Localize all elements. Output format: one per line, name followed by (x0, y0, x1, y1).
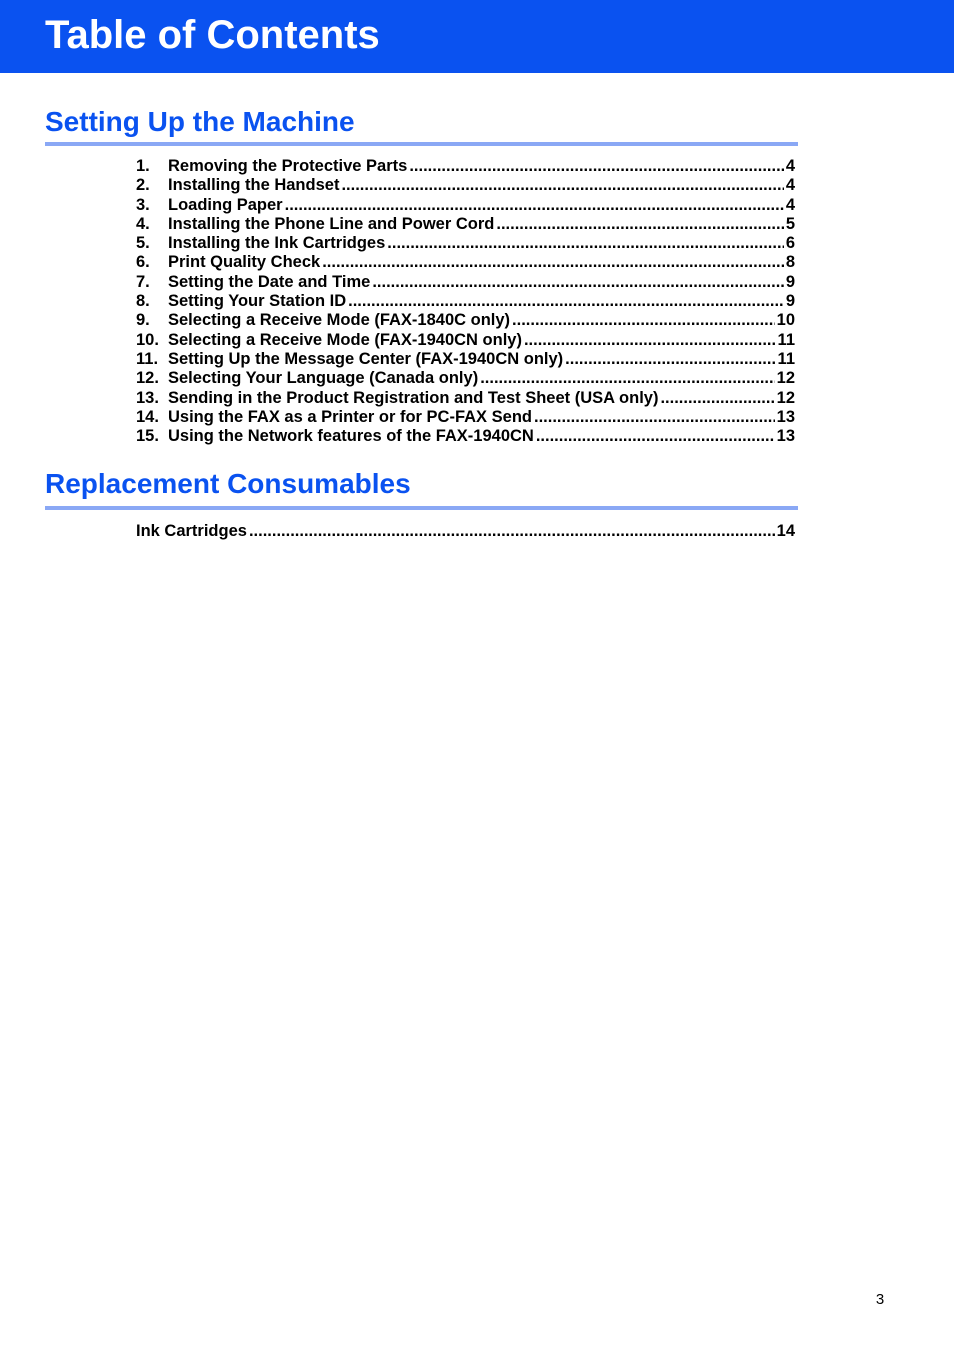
toc-entry[interactable] (136, 253, 795, 272)
toc-entry-number: 3. (136, 195, 150, 214)
toc-entry[interactable] (136, 408, 795, 427)
toc-entry-title: Setting Your Station ID (168, 292, 347, 311)
toc-entry-number: 10. (136, 330, 159, 349)
toc-entry-page: 5 (785, 214, 795, 233)
dot-leader (496, 215, 783, 234)
dot-leader (322, 253, 784, 272)
dot-leader (565, 350, 775, 369)
toc-entry-page: 9 (785, 272, 795, 291)
toc-entry-page: 10 (776, 311, 795, 330)
dot-leader (348, 292, 784, 311)
dot-leader (660, 389, 774, 408)
dot-leader (372, 273, 784, 292)
toc-entry-page: 6 (785, 234, 795, 253)
toc-entry-title: Using the FAX as a Printer or for PC-FAX Send (168, 407, 532, 426)
toc-entry-number: 4. (136, 214, 150, 233)
dot-leader (480, 369, 774, 388)
toc-entry-title: Using the Network features of the FAX-1940CN (168, 427, 534, 446)
header-band (0, 0, 954, 73)
dot-leader (285, 196, 784, 215)
toc-entry-number: 6. (136, 253, 150, 272)
toc-entry-title: Installing the Ink Cartridges (168, 234, 386, 253)
toc-entry[interactable] (136, 369, 795, 388)
toc-entry-page: 12 (776, 369, 795, 388)
toc-entry[interactable] (136, 389, 795, 408)
toc-entry-number: 13. (136, 388, 159, 407)
toc-entry-page: 11 (777, 349, 795, 368)
toc-entry-number: 2. (136, 176, 150, 195)
toc-entry-title: Installing the Handset (168, 176, 340, 195)
dot-leader (524, 331, 776, 350)
toc-entry-number: 14. (136, 407, 159, 426)
toc-entry[interactable] (136, 331, 795, 350)
toc-entry[interactable] (136, 273, 795, 292)
toc-entry-title: Setting the Date and Time (168, 272, 371, 291)
toc-entry-title: Ink Cartridges (136, 522, 247, 540)
toc-list-setting-up (136, 157, 795, 446)
section-divider (45, 142, 798, 146)
toc-entry-title: Loading Paper (168, 195, 283, 214)
page-number: 3 (875, 1291, 885, 1308)
toc-entry-page: 12 (776, 388, 795, 407)
toc-entry[interactable] (136, 292, 795, 311)
toc-entry[interactable] (136, 176, 795, 195)
toc-entry-number: 15. (136, 427, 159, 446)
toc-entry-title: Installing the Phone Line and Power Cord (168, 214, 495, 233)
toc-entry-title: Selecting a Receive Mode (FAX-1940CN only) (168, 330, 522, 349)
page-title: Table of Contents (45, 13, 380, 57)
dot-leader (536, 427, 775, 446)
toc-entry-title: Selecting Your Language (Canada only) (168, 369, 479, 388)
section-divider (45, 506, 798, 510)
toc-entry-title: Print Quality Check (168, 253, 321, 272)
toc-entry[interactable] (136, 522, 795, 541)
dot-leader (249, 522, 775, 541)
dot-leader (341, 176, 783, 195)
toc-entry[interactable] (136, 157, 795, 176)
toc-entry-page: 13 (776, 407, 795, 426)
toc-entry-number: 12. (136, 369, 159, 388)
toc-entry-number: 5. (136, 234, 150, 253)
section-heading-setting-up: Setting Up the Machine (45, 106, 355, 137)
toc-entry-title: Removing the Protective Parts (168, 157, 408, 175)
toc-entry-title: Selecting a Receive Mode (FAX-1840C only) (168, 311, 511, 330)
toc-entry[interactable] (136, 215, 795, 234)
toc-entry-page: 11 (777, 330, 795, 349)
dot-leader (512, 311, 775, 330)
toc-entry-number: 9. (136, 311, 150, 330)
toc-entry-page: 4 (785, 176, 795, 195)
dot-leader (387, 234, 784, 253)
toc-entry[interactable] (136, 234, 795, 253)
toc-entry-title: Setting Up the Message Center (FAX-1940CN only) (168, 349, 564, 368)
toc-entry-page: 4 (785, 195, 795, 214)
toc-entry-title: Sending in the Product Registration and Test Sheet (USA only) (168, 388, 659, 407)
toc-entry[interactable] (136, 427, 795, 446)
toc-entry-number: 7. (136, 272, 150, 291)
toc-entry-page: 4 (785, 157, 795, 175)
toc-entry-page: 8 (785, 253, 795, 272)
toc-entry-page: 13 (776, 427, 795, 446)
toc-entry-page: 14 (776, 522, 795, 540)
toc-entry[interactable] (136, 311, 795, 330)
toc-entry-number: 1. (136, 157, 150, 175)
toc-entry[interactable] (136, 196, 795, 215)
section-heading-consumables: Replacement Consumables (45, 468, 411, 499)
toc-entry-number: 8. (136, 292, 150, 311)
dot-leader (534, 408, 775, 427)
toc-entry-page: 9 (785, 292, 795, 311)
toc-list-consumables (136, 522, 795, 541)
toc-entry[interactable] (136, 350, 795, 369)
toc-entry-number: 11. (136, 349, 159, 368)
dot-leader (409, 157, 783, 176)
